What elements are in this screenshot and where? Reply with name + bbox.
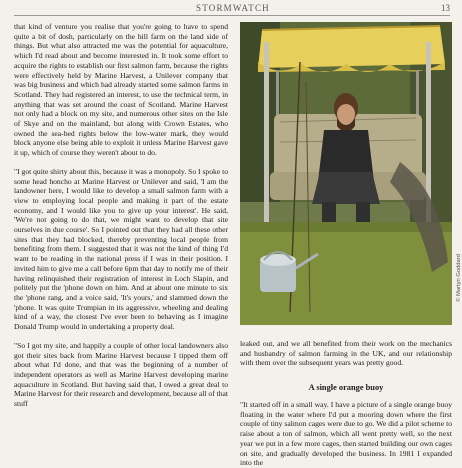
left-text-column	[14, 22, 228, 418]
right-text-continuation: leaked out, and we all benefited from their work on the mechanics and husbandry of salmon farming in the UK, and our relationship with them over the subsequent years was pretty good.	[240, 339, 452, 368]
photo-illustration	[240, 22, 452, 325]
page-number: 13	[441, 3, 450, 13]
photo-credit: © Martyn Goddard	[456, 254, 462, 302]
paragraph: that kind of venture you realise that you're going to have to spend quite a bit of dosh, particularly on the hill farm on the land side of things. But what also attracted me was the potential for aquaculture, which I'd read about and become interested in. It took some effort to acquire the rights to establish our first salmon farm, because the rights were effectively held by Marine Harvest, a Unilever company that was big business and which had already started some salmon farms in Scotland. They had registered an interest, to use the technical term, in anything that was set around the coast of Scotland. Marine Harvest not only had a block on my site, and numerous other sites on the Isle of Skye and on the mainland, but along with Crown Estates, who owned the sea-bed rights below the low-water mark, they would block anyone else being able to exploit it unless Marine Harvest gave it up, which of course they weren't about to do.	[14, 22, 228, 158]
photo-man-on-swing-seat	[240, 22, 452, 325]
section-heading: A single orange buoy	[308, 383, 384, 392]
right-text-paragraph: "It started off in a small way. I have a picture of a single orange buoy floating in the water where I'd put a mooring down where the first couple of tiny salmon cages were due to go. We did a pilot scheme to raise about a ton of salmon, which all went pretty well, so the next year we put in a few more cages, then started building our own cages on site, and gradually developed the business. In 1981 I expanded into the	[240, 400, 452, 468]
paragraph: "I got quite shirty about this, because it was a monopoly. So I spoke to some head honcho at Marine Harvest or Unilever and said, 'I am the landowner here, I would like to develop a small salmon farm with a view to employing local people and making it part of the estate economy, and I would like you to give up your interest'. He said, 'We're not going to do that, we might want to develop that site ourselves in due course'. So I pointed out that they had all these other sites that they had blocked, thereby preventing local people from benefiting from them. I suggested that it was not the kind of thing I'd want to be reading in the national press if I was in their position. I invited him to give me a call before 6pm that day to notify me of their having relinquished their registration of interest in Loch Slapin, and politely put the 'phone down on him. And at about one minute to six the 'phone rang, and a voice said, 'It's yours,' and slammed down the 'phone. It was quite Trumpian in its aggressive, wheeling and dealing kind of a way, the closest I've ever been to behaving as I imagine Donald Trump would in undertaking a property deal.	[14, 166, 228, 332]
header-rule	[14, 15, 450, 16]
paragraph: "So I got my site, and happily a couple of other local landowners also got their sites back from Marine Harvest because I tipped them off about what I'd done, and that was the beginning of a number of independent operators as well as Marine Harvest developing marine aquaculture in Scotland. But having said that, I owed a great deal to Marine Harvest for their research and development, because all of that stuff	[14, 340, 229, 409]
running-header-title: STORMWATCH	[196, 3, 270, 13]
